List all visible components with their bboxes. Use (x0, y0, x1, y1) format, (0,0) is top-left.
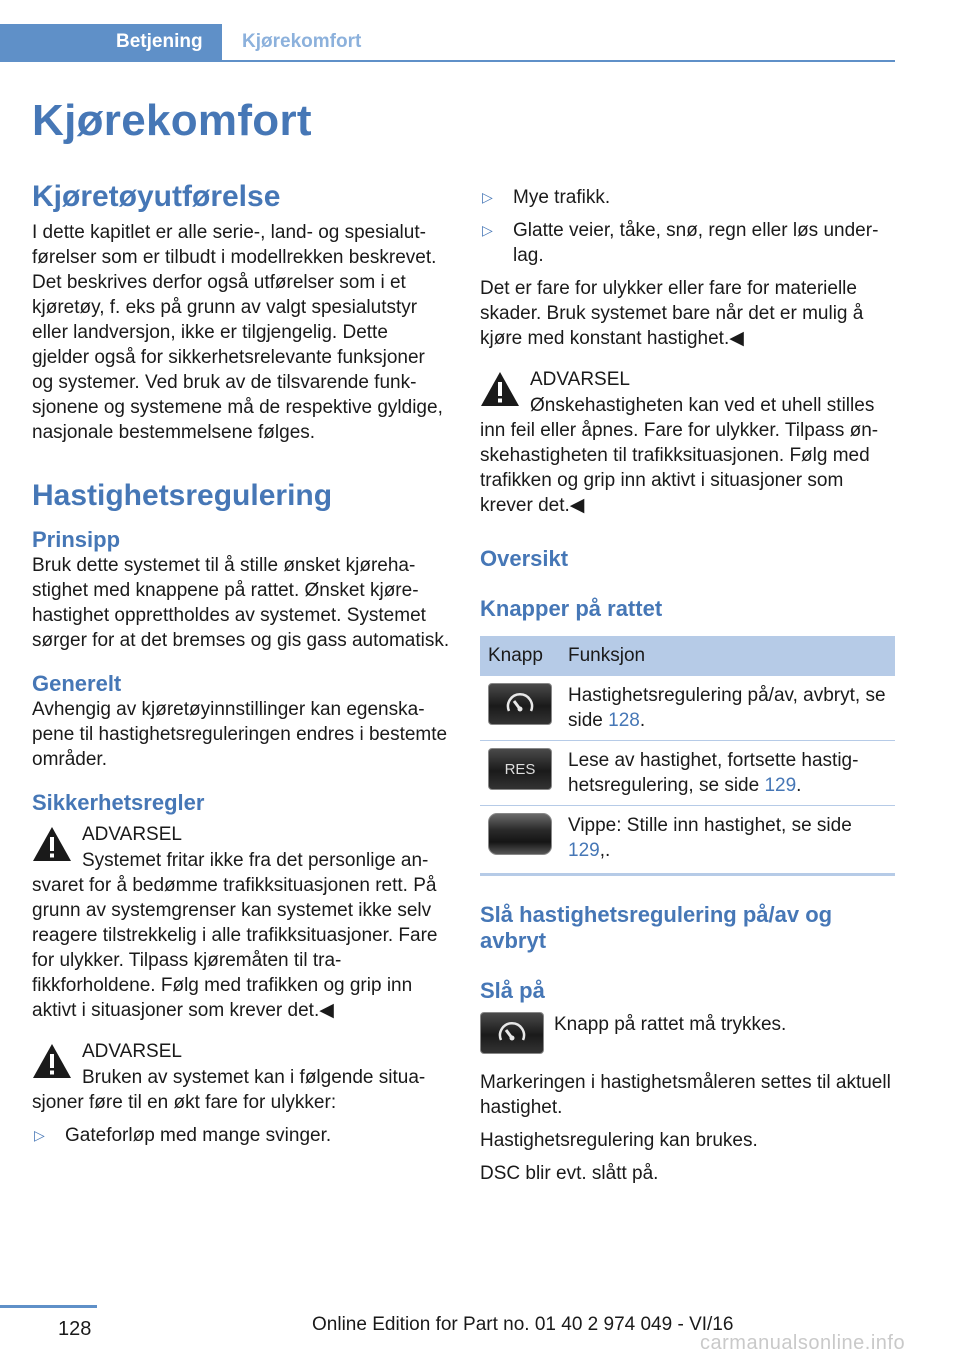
column-header-button: Knapp (480, 636, 560, 676)
warning-block-2 (32, 1039, 450, 1115)
column-header-function: Funksjon (560, 636, 895, 676)
page-title: Kjørekomfort (32, 96, 312, 145)
watermark: carmanualsonline.info (700, 1332, 906, 1354)
list-item: ▷ Gateforløp med mange svinger. (34, 1125, 332, 1146)
tab-kjorekomfort[interactable]: Kjørekomfort (242, 31, 362, 52)
warning-triangle-icon (32, 826, 72, 862)
cruise-control-button-icon (488, 683, 552, 725)
warning-title: ADVARSEL (82, 824, 182, 845)
right-column (480, 185, 895, 1186)
heading-vehicle-version: Kjøretøyutførelse (32, 180, 281, 213)
warning-title: ADVARSEL (530, 369, 630, 390)
list-item: ▷ Glatte veier, tåke, snø, regn eller løs underlag. (482, 220, 879, 266)
warning-block-1 (32, 822, 450, 1023)
warning-text: Bruken av systemet kan i følgende situasjoner føre til en økt fare for ulykker: (32, 1067, 426, 1113)
paragraph-press: Knapp på rattet må trykkes. (554, 1014, 787, 1035)
press-instruction (480, 1012, 895, 1060)
page-link[interactable]: 129 (568, 840, 600, 861)
heading-safety-rules: Sikkerhetsregler (32, 790, 205, 815)
list-item: ▷ Mye trafikk. (482, 187, 611, 208)
edition-text: Online Edition for Part no. 01 40 2 974 049 - VI/16 (312, 1314, 734, 1335)
triangle-bullet-icon: ▷ (482, 222, 493, 238)
page-link[interactable]: 128 (608, 710, 640, 731)
heading-principle: Prinsipp (32, 527, 121, 552)
heading-overview: Oversikt (480, 546, 569, 571)
buttons-table (480, 636, 895, 876)
bullet-list (480, 185, 895, 268)
res-button-icon: RES (488, 748, 552, 790)
tab-betjening[interactable]: Betjening (0, 24, 222, 62)
table-row: RES Lese av hastighet, fortsette hastighetsregulering, se side 129. (480, 741, 895, 806)
heading-steering-buttons: Knapper på rattet (480, 596, 663, 621)
header-bar (0, 24, 895, 62)
warning-text: Ønskehastigheten kan ved et uhell stilles inn feil eller åpnes. Fare for ulykker. Tilpass ønskehastigheten til trafikksituasjonen. Følg med trafikken og grip inn aktivt i situasjoner som krever det.◀ (480, 395, 879, 516)
heading-switch-on: Slå på (480, 978, 545, 1003)
warning-text: Systemet fritar ikke fra det personlige ansvaret for å bedømme trafikksituasjonen rett. På grunn av systemgrenser kan systemet ikke selv reagere tilstrekkelig i alle trafikksituasjoner. Fare for ulykker. Tilpass kjøremåten til trafikkforholdene. Følg med trafikken og grip inn aktivt i situasjoner som krever det.◀ (32, 850, 438, 1021)
heading-speed-control: Hastighetsregulering (32, 479, 333, 512)
warning-title: ADVARSEL (82, 1041, 182, 1062)
rocker-switch-icon (488, 813, 552, 855)
paragraph-usable: Hastighetsregulering kan brukes. (480, 1130, 758, 1151)
table-row: Vippe: Stille inn hastighet, se side 129,. (480, 806, 895, 875)
paragraph-dsc: DSC blir evt. slått på. (480, 1163, 659, 1184)
page-link[interactable]: 129 (764, 775, 797, 796)
bullet-list (32, 1123, 450, 1148)
warning-block-3 (480, 367, 895, 518)
heading-switch-on-off: Slå hastighetsregulering på/av og avbryt (480, 902, 833, 953)
paragraph-marker: Markeringen i hastighetsmåleren settes til aktuell hastighet. (480, 1072, 891, 1118)
heading-general: Generelt (32, 671, 122, 696)
paragraph-general: Avhengig av kjøretøyinnstillinger kan egenskapene til hastighetsreguleringen endres i bestemte områder. (32, 699, 448, 770)
warning-triangle-icon (480, 371, 520, 407)
page-number: 128 (58, 1318, 92, 1340)
paragraph-vehicle-version: I dette kapitlet er alle serie-, land- og spesialutførelser som er tilbudt i modellrekken beskrevet. Det beskrives derfor også utførelser som i et kjøretøy, f. eks på grunn av valgt spesialutstyr eller landversjon, ikke er tilgjengelig. Dette gjelder også for sikkerhetsrelevante funksjoner og systemer. Ved bruk av de tilsvarende funksjonene og systemene må de respektive gyldige, nasjonale bestemmelsene følges. (32, 222, 443, 443)
warning-triangle-icon (32, 1043, 72, 1079)
table-row: Hastighetsregulering på/av, avbryt, se side 128. (480, 676, 895, 741)
footer-rule (0, 1305, 97, 1308)
paragraph-danger: Det er fare for ulykker eller fare for materielle skader. Bruk systemet bare når det er mulig å kjøre med konstant hastighet.◀ (480, 278, 864, 349)
paragraph-principle: Bruk dette systemet til å stille ønsket kjørehastighet med knappene på rattet. Ønsket kjørehastighet opprettholdes av systemet. Systemet sørger for at det bremses og gis gass automatisk. (32, 555, 450, 651)
triangle-bullet-icon: ▷ (34, 1127, 45, 1143)
left-column (32, 180, 450, 1148)
cruise-control-button-icon (480, 1012, 544, 1054)
triangle-bullet-icon: ▷ (482, 189, 493, 205)
table-header-row (480, 636, 895, 676)
